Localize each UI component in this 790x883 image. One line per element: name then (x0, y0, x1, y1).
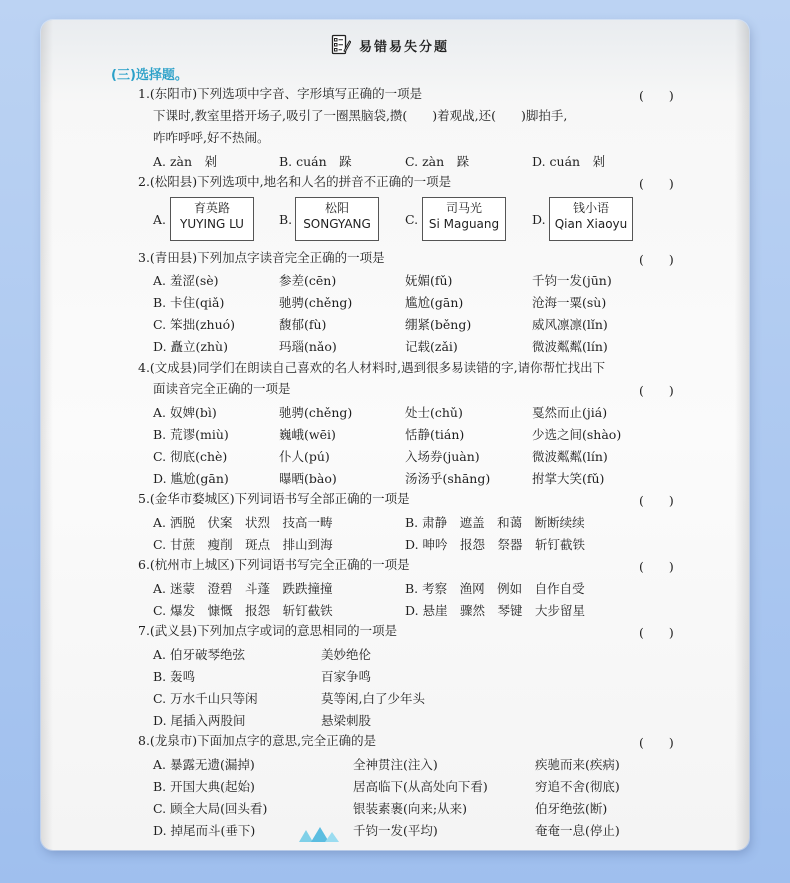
checklist-pencil-icon (331, 34, 351, 56)
q6-option-b: B. 考察 渔网 例如 自作自受 (405, 581, 585, 596)
q8-a-2: 全神贯注(注入) (353, 757, 438, 772)
q2-letter-b: B. (279, 212, 293, 227)
q7-a-2: 美妙绝伦 (321, 647, 372, 662)
q8-d-2: 千钧一发(平均) (353, 823, 438, 838)
q4-stem-line2: 面读音完全正确的一项是 (153, 381, 291, 396)
q7-d-2: 悬梁刺股 (321, 713, 372, 728)
q8-d-1: D. 掉尾而斗(垂下) (153, 823, 256, 838)
q4-d-1: D. 尴尬(gān) (153, 471, 229, 486)
page-title: 易错易失分题 (359, 39, 450, 55)
q1-option-b: B. cuán 跺 (279, 154, 352, 169)
q3-stem: 3.(青田县)下列加点字读音完全正确的一项是 (138, 250, 385, 265)
q4-a-1: A. 奴婢(bì) (153, 405, 217, 420)
q4-a-3: 处士(chǔ) (405, 405, 463, 420)
q4-stem-line1: 4.(文成县)同学们在朗读自己喜欢的名人材料时,遇到很多易读错的字,请你帮忙找出下 (138, 360, 606, 375)
q1-option-a: A. zàn 剁 (153, 154, 218, 169)
q1-answer-paren: ( ) (639, 88, 674, 103)
q4-a-2: 驰骋(chěng) (279, 405, 353, 420)
q3-c-2: 馥郁(fù) (279, 317, 327, 332)
q2-box-b-top: 松阳 (324, 201, 349, 215)
q2-box-c-top: 司马光 (445, 201, 482, 215)
q3-b-2: 驰骋(chěng) (279, 295, 353, 310)
q3-a-4: 千钧一发(jūn) (532, 273, 612, 288)
q6-option-c: C. 爆发 慷慨 报怨 斩钉截铁 (153, 603, 333, 618)
q4-b-4: 少选之间(shào) (532, 427, 622, 442)
q6-stem: 6.(杭州市上城区)下列词语书写完全正确的一项是 (138, 557, 410, 572)
q4-c-4: 微波粼粼(lín) (532, 449, 608, 464)
q6-answer-paren: ( ) (639, 559, 674, 574)
q2-box-b-bottom: SONGYANG (303, 217, 371, 231)
q3-a-2: 参差(cēn) (279, 273, 337, 288)
q3-b-4: 沧海一粟(sù) (532, 295, 607, 310)
q8-c-1: C. 顾全大局(回头看) (153, 801, 268, 816)
q4-answer-paren: ( ) (639, 383, 674, 398)
q2-letter-a: A. (153, 212, 167, 227)
q4-a-4: 戛然而止(jiá) (532, 405, 608, 420)
q7-c-1: C. 万水千山只等闲 (153, 691, 258, 706)
q1-passage-line2: 咋咋呼呼,好不热闹。 (153, 130, 270, 145)
q2-box-d-bottom: Qian Xiaoyu (554, 217, 628, 231)
q1-option-d: D. cuán 剁 (532, 154, 606, 169)
q2-box-c-bottom: Si Maguang (428, 217, 500, 231)
q2-box-a-top: 育英路 (193, 201, 230, 215)
q8-a-1: A. 暴露无遗(漏掉) (153, 757, 255, 772)
q2-box-d (549, 197, 633, 241)
q5-option-a: A. 洒脱 伏案 状烈 技高一畴 (153, 515, 333, 530)
q7-d-1: D. 尾插入两股间 (153, 713, 246, 728)
q1-passage-line1: 下课时,教室里搭开场子,吸引了一圈黑脑袋,攒( )着观战,还( )脚拍手, (153, 108, 568, 123)
q3-b-3: 尴尬(gān) (405, 295, 464, 310)
q3-d-1: D. 矗立(zhù) (153, 339, 228, 354)
q6-option-d: D. 悬崖 骤然 琴键 大步留星 (405, 603, 586, 618)
q8-b-2: 居高临下(从高处向下看) (353, 779, 488, 794)
q2-box-a-bottom: YUYING LU (180, 217, 244, 231)
section-title: (三)选择题。 (111, 68, 188, 83)
q8-b-3: 穷追不舍(彻底) (535, 779, 620, 794)
q8-b-1: B. 开国大典(起始) (153, 779, 255, 794)
q3-b-1: B. 卡住(qiǎ) (153, 295, 225, 310)
q4-d-2: 曝晒(bào) (279, 471, 337, 486)
q5-answer-paren: ( ) (639, 493, 674, 508)
q8-answer-paren: ( ) (639, 735, 674, 750)
q2-answer-paren: ( ) (639, 176, 674, 191)
q8-a-3: 疾驰而来(疾病) (535, 757, 620, 772)
q8-c-2: 银装素裹(向来;从来) (353, 801, 467, 816)
q4-d-4: 拊掌大笑(fǔ) (532, 471, 605, 486)
q3-a-1: A. 羞涩(sè) (153, 273, 219, 288)
q8-c-3: 伯牙绝弦(断) (535, 801, 608, 816)
q2-letter-c: C. (405, 212, 419, 227)
page-header (331, 34, 449, 56)
q5-option-c: C. 甘蔗 瘦削 斑点 排山到海 (153, 537, 333, 552)
q3-c-3: 绷紧(běng) (405, 317, 472, 332)
q7-c-2: 莫等闲,白了少年头 (321, 691, 425, 706)
q2-box-c (422, 197, 506, 241)
q4-d-3: 汤汤乎(shāng) (405, 471, 491, 486)
q4-c-1: C. 彻底(chè) (153, 449, 228, 464)
q3-c-4: 威风凛凛(lǐn) (532, 317, 608, 332)
q2-stem: 2.(松阳县)下列选项中,地名和人名的拼音不正确的一项是 (138, 174, 452, 189)
q6-option-a: A. 迷蒙 澄碧 斗蓬 跌跌撞撞 (153, 581, 333, 596)
q2-box-d-top: 钱小语 (572, 201, 609, 215)
q2-box-b (295, 197, 379, 241)
q2-letter-d: D. (532, 212, 546, 227)
page-edge-shadow-right (735, 20, 749, 850)
q3-c-1: C. 笨拙(zhuó) (153, 317, 236, 332)
q5-option-b: B. 肃静 遮盖 和蔼 断断续续 (405, 515, 585, 530)
q3-d-2: 玛瑙(nǎo) (279, 339, 337, 354)
q7-a-1: A. 伯牙破琴绝弦 (153, 647, 245, 662)
q3-a-3: 妩媚(fǔ) (405, 273, 453, 288)
q8-stem: 8.(龙泉市)下面加点字的意思,完全正确的是 (138, 733, 377, 748)
q3-d-4: 微波粼粼(lín) (532, 339, 608, 354)
triangles-decoration-icon (295, 826, 345, 844)
q7-answer-paren: ( ) (639, 625, 674, 640)
q7-b-2: 百家争鸣 (321, 669, 372, 684)
page-edge-shadow-left (41, 20, 53, 850)
q4-c-2: 仆人(pú) (279, 449, 330, 464)
q4-b-3: 恬静(tián) (405, 427, 465, 442)
q4-b-1: B. 荒谬(miù) (153, 427, 229, 442)
q5-option-d: D. 呻吟 报怨 祭器 斩钉截铁 (405, 537, 586, 552)
q7-stem: 7.(武义县)下列加点字或词的意思相同的一项是 (138, 623, 398, 638)
q1-stem: 1.(东阳市)下列选项中字音、字形填写正确的一项是 (138, 86, 423, 101)
q4-b-2: 巍峨(wēi) (279, 427, 336, 442)
q1-option-c: C. zàn 跺 (405, 154, 470, 169)
q2-box-a (170, 197, 254, 241)
q5-stem: 5.(金华市婺城区)下列词语书写全部正确的一项是 (138, 491, 410, 506)
q4-c-3: 入场券(juàn) (405, 449, 480, 464)
q8-d-3: 奄奄一息(停止) (535, 823, 620, 838)
q7-b-1: B. 轰鸣 (153, 669, 196, 684)
worksheet-page (41, 20, 749, 850)
q3-answer-paren: ( ) (639, 252, 674, 267)
q3-d-3: 记载(zǎi) (405, 339, 458, 354)
